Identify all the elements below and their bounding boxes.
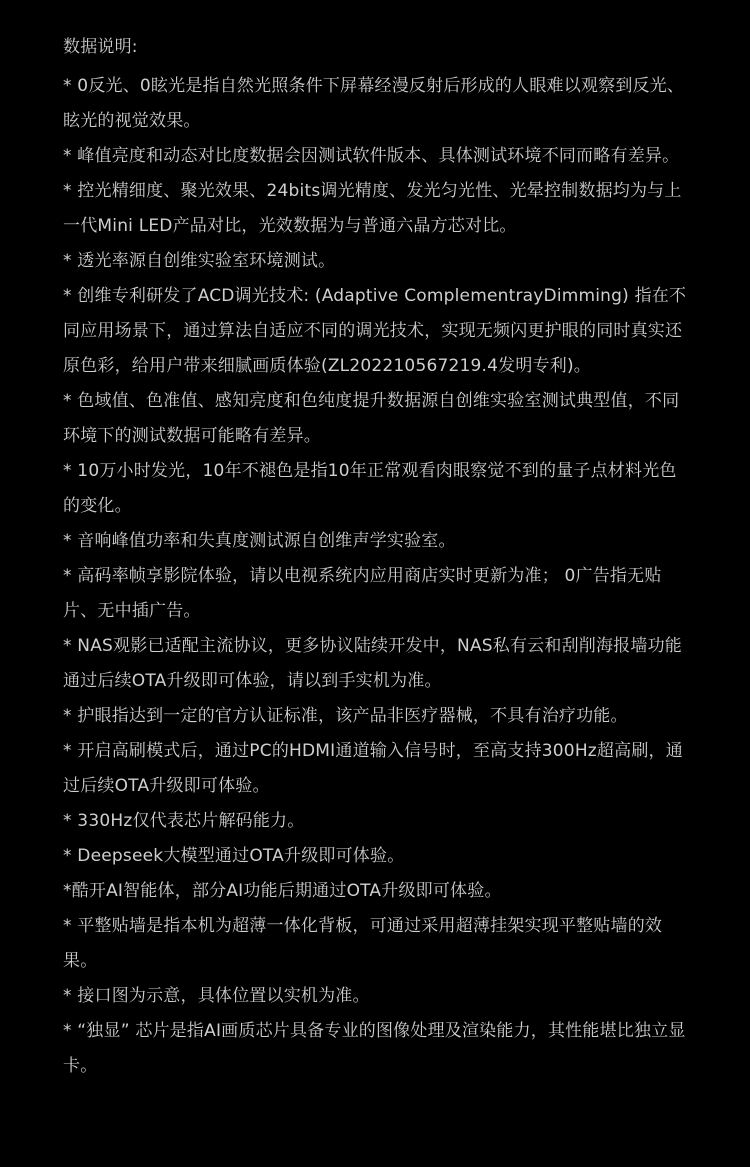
note-item: * 峰值亮度和动态对比度数据会因测试软件版本、具体测试环境不同而略有差异。 (63, 146, 680, 166)
note-item: * 控光精细度、聚光效果、24bits调光精度、发光匀光性、光晕控制数据均为与上一代Mini LED产品对比，光效数据为与普通六晶方芯对比。 (63, 181, 682, 236)
note-item: * 0反光、0眩光是指自然光照条件下屏幕经漫反射后形成的人眼难以观察到反光、眩光的视觉效果。 (63, 76, 685, 131)
note-item: * 透光率源自创维实验室环境测试。 (63, 251, 336, 271)
note-item: * 音响峰值功率和失真度测试源自创维声学实验室。 (63, 531, 456, 551)
note-item: * 色域值、色准值、感知亮度和色纯度提升数据源自创维实验室测试典型值，不同环境下的测试数据可能略有差异。 (63, 391, 680, 446)
notes-list (63, 69, 690, 1084)
note-item: *酷开AI智能体，部分AI功能后期通过OTA升级即可体验。 (63, 881, 502, 901)
section-title: 数据说明: (63, 37, 138, 57)
note-item: * 10万小时发光，10年不褪色是指10年正常观看肉眼察觉不到的量子点材料光色的变化。 (63, 461, 677, 516)
note-item: * 创维专利研发了ACD调光技术: (Adaptive ComplementrayDimming) 指在不同应用场景下，通过算法自适应不同的调光技术，实现无频闪更护眼的同时真实还原色彩，给用户带来细腻画质体验(ZL202210567219.4发明专利)。 (63, 286, 687, 376)
note-item: * 接口图为示意，具体位置以实机为准。 (63, 986, 370, 1006)
note-item: * 高码率帧享影院体验，请以电视系统内应用商店实时更新为准； 0广告指无贴片、无中插广告。 (63, 566, 662, 621)
note-item: * 330Hz仅代表芯片解码能力。 (63, 811, 305, 831)
note-item: * NAS观影已适配主流协议，更多协议陆续开发中，NAS私有云和刮削海报墙功能通过后续OTA升级即可体验，请以到手实机为准。 (63, 636, 682, 691)
note-item: * 开启高刷模式后，通过PC的HDMI通道输入信号时，至高支持300Hz超高刷，通过后续OTA升级即可体验。 (63, 741, 683, 796)
note-item: * “独显” 芯片是指AI画质芯片具备专业的图像处理及渲染能力，其性能堪比独立显卡。 (63, 1021, 686, 1076)
note-item: * Deepseek大模型通过OTA升级即可体验。 (63, 846, 405, 866)
note-item: * 平整贴墙是指本机为超薄一体化背板，可通过采用超薄挂架实现平整贴墙的效果。 (63, 916, 663, 971)
note-item: * 护眼指达到一定的官方认证标准，该产品非医疗器械，不具有治疗功能。 (63, 706, 628, 726)
